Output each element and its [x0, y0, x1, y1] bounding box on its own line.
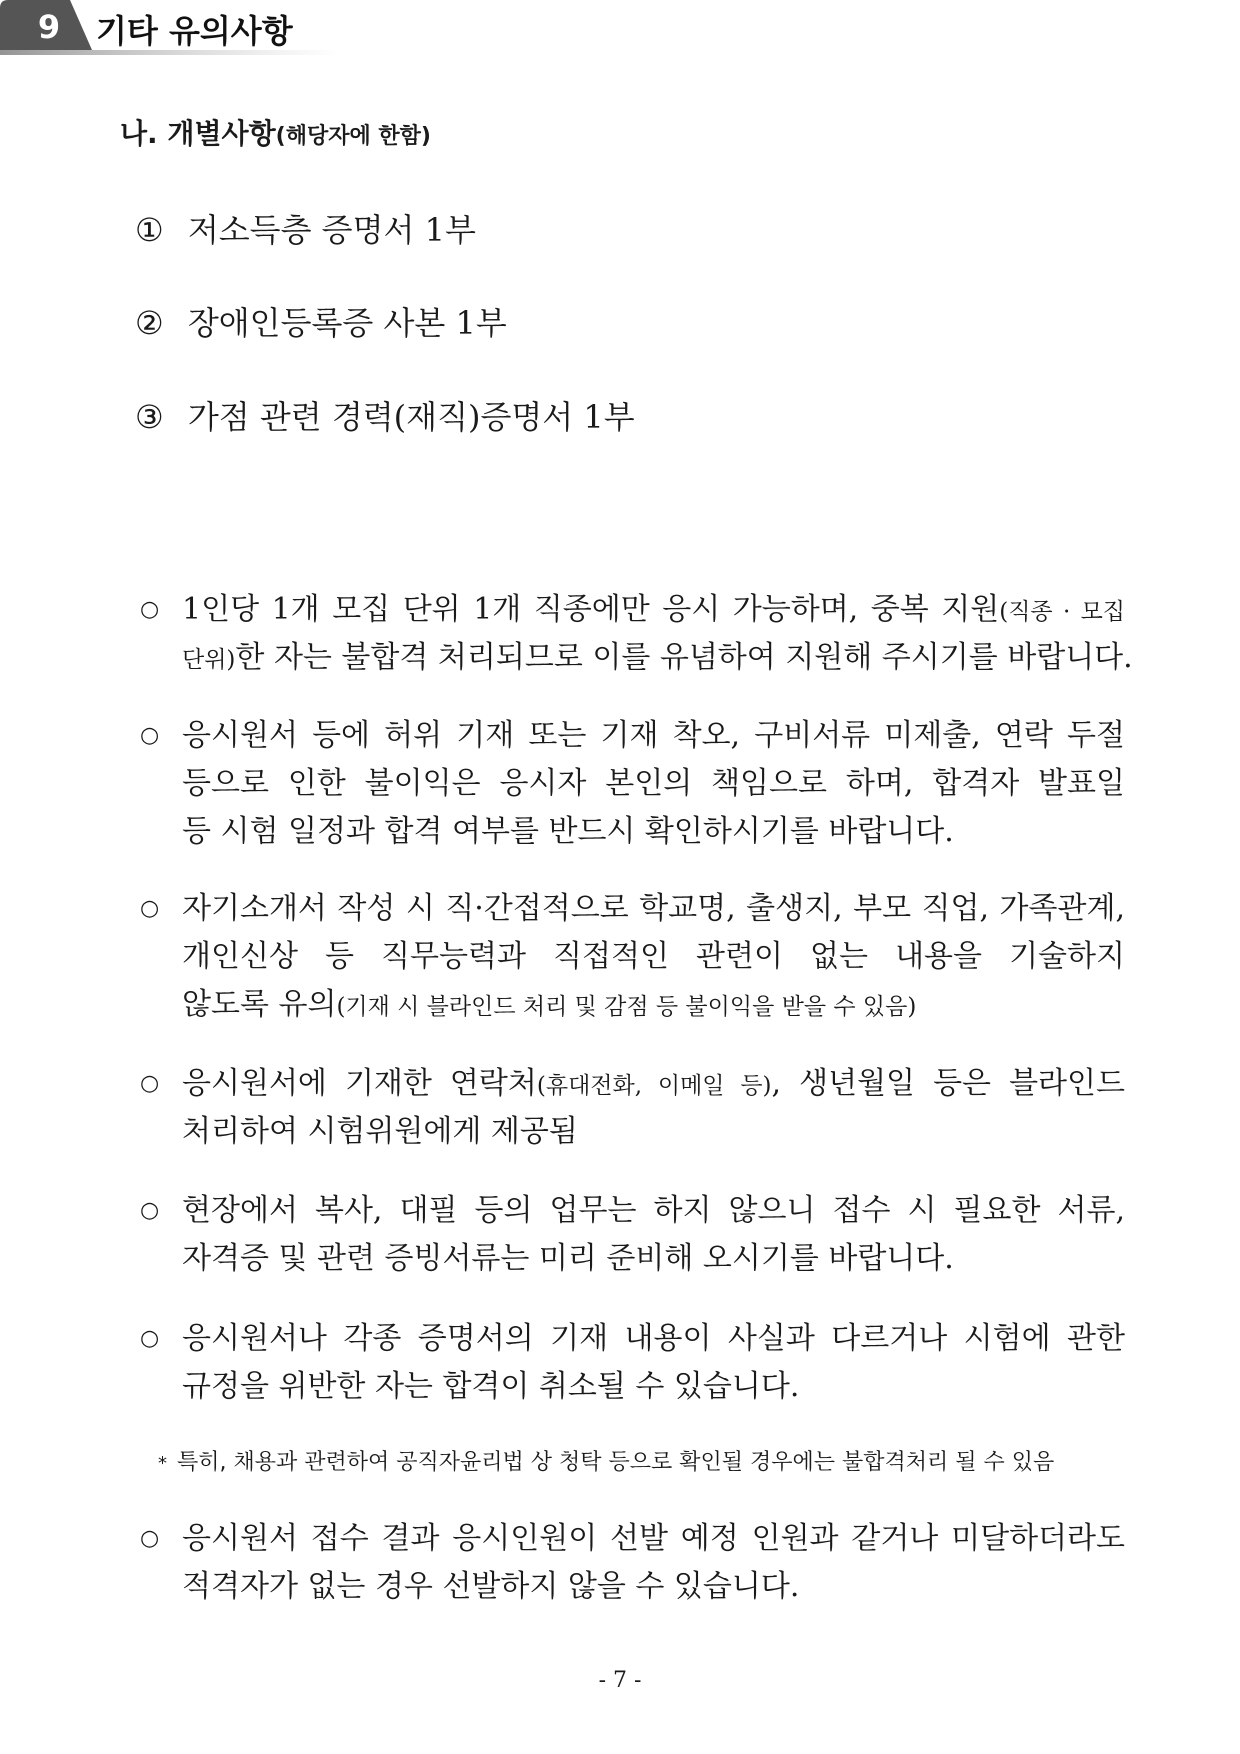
bullet-circle-icon: ○	[140, 1071, 160, 1096]
item-marker: ①	[135, 211, 164, 249]
item-text: 장애인등록증 사본 1부	[187, 304, 507, 342]
bullet-line: 응시원서 등에 허위 기재 또는 기재 착오, 구비서류 미제출, 연락 두절	[182, 718, 1125, 753]
line-text: , 생년월일 등은 블라인드	[771, 1066, 1126, 1101]
line-parenthetical: (직종 · 모집	[999, 599, 1126, 625]
bullet-line: 등 시험 일정과 합격 여부를 반드시 확인하시기를 바랍니다.	[182, 814, 954, 849]
bullet-line: 자격증 및 관련 증빙서류는 미리 준비해 오시기를 바랍니다.	[182, 1241, 954, 1276]
bullet-line	[182, 1060, 1125, 1108]
individual-item-2	[135, 298, 507, 344]
item-text: 저소득층 증명서 1부	[187, 211, 476, 249]
bullet-circle-icon: ○	[140, 597, 160, 622]
footnote-text: 특히, 채용과 관련하여 공직자윤리법 상 청탁 등으로 확인될 경우에는 불합격처리 될 수 있음	[177, 1450, 1055, 1475]
bullet-line: 처리하여 시험위원에게 제공됨	[182, 1114, 578, 1149]
bullet-line	[182, 586, 1125, 634]
bullet-circle-icon: ○	[140, 1198, 160, 1223]
bullet-circle-icon: ○	[140, 896, 160, 921]
line-parenthetical: 단위)	[182, 647, 236, 673]
bullet-line	[182, 981, 1125, 1029]
line-text: 1인당 1개 모집 단위 1개 직종에만 응시 가능하며, 중복 지원	[182, 592, 1000, 627]
bullet-circle-icon: ○	[140, 1526, 160, 1551]
bullet-line: 현장에서 복사, 대필 등의 업무는 하지 않으니 접수 시 필요한 서류,	[182, 1193, 1125, 1228]
subsection-heading	[120, 112, 431, 152]
page-number: - 7 -	[598, 1668, 642, 1693]
bullet-line: 등으로 인한 불이익은 응시자 본인의 책임으로 하며, 합격자 발표일	[182, 766, 1125, 801]
subsection-title: 나. 개별사항	[120, 117, 276, 150]
line-text: 한 자는 불합격 처리되므로 이를 유념하여 지원해 주시기를 바랍니다.	[235, 640, 1133, 675]
item-text: 가점 관련 경력(재직)증명서 1부	[187, 398, 635, 436]
subsection-qualifier: (해당자에 한함)	[275, 124, 431, 149]
section-title: 기타 유의사항	[96, 12, 293, 50]
bullet-line: 응시원서 접수 결과 응시인원이 선발 예정 인원과 같거나 미달하더라도	[182, 1521, 1125, 1556]
section-header	[0, 0, 340, 58]
bullet-line: 자기소개서 작성 시 직·간접적으로 학교명, 출생지, 부모 직업, 가족관계,	[182, 891, 1125, 926]
bullet-circle-icon: ○	[140, 1326, 160, 1351]
line-text: 않도록 유의	[182, 987, 337, 1022]
bullet-line	[182, 634, 1133, 682]
bullet-circle-icon: ○	[140, 723, 160, 748]
line-parenthetical: (휴대전화, 이메일 등)	[536, 1073, 772, 1099]
line-parenthetical: (기재 시 블라인드 처리 및 감점 등 불이익을 받을 수 있음)	[336, 994, 917, 1020]
item-marker: ③	[135, 398, 164, 436]
asterisk-icon: *	[158, 1453, 167, 1474]
footnote	[158, 1445, 1054, 1476]
bullet-line: 적격자가 없는 경우 선발하지 않을 수 있습니다.	[182, 1569, 800, 1604]
section-number: 9	[37, 8, 61, 46]
bullet-line: 개인신상 등 직무능력과 직접적인 관련이 없는 내용을 기술하지	[182, 939, 1125, 974]
bullet-line: 규정을 위반한 자는 합격이 취소될 수 있습니다.	[182, 1369, 800, 1404]
individual-item-1	[135, 205, 476, 251]
item-marker: ②	[135, 304, 164, 342]
line-text: 응시원서에 기재한 연락처	[182, 1066, 537, 1101]
individual-item-3	[135, 392, 635, 438]
bullet-line: 응시원서나 각종 증명서의 기재 내용이 사실과 다르거나 시험에 관한	[182, 1321, 1125, 1356]
